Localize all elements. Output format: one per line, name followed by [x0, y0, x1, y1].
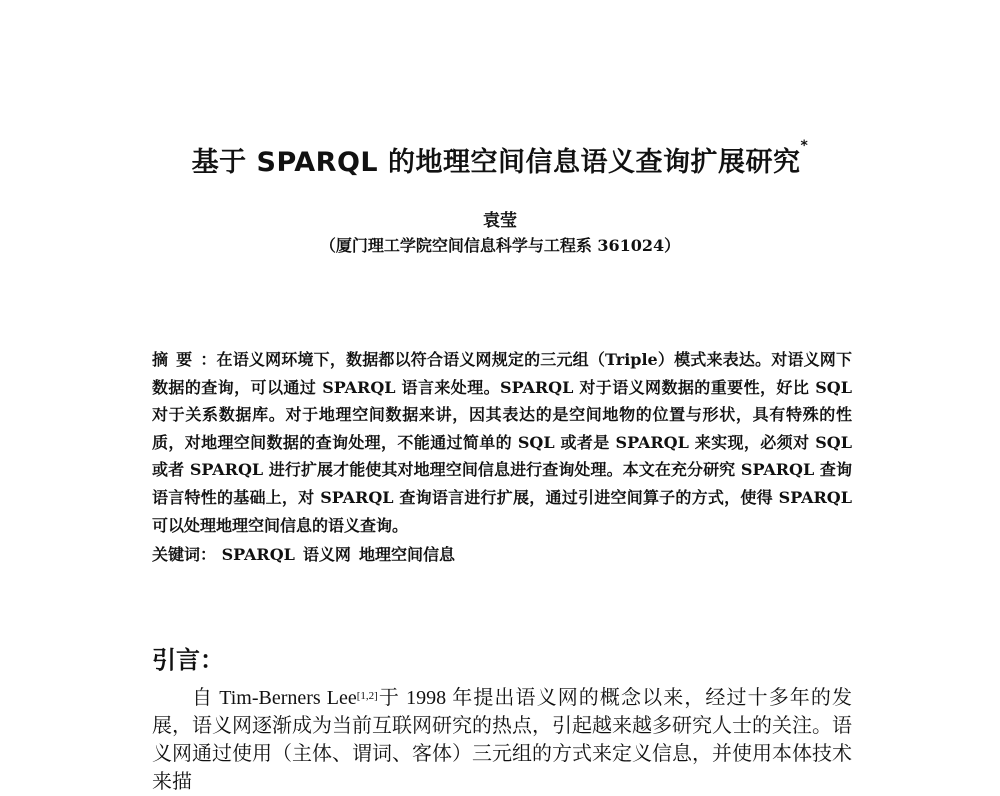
- author-affiliation: （厦门理工学院空间信息科学与工程系 361024）: [319, 236, 681, 255]
- keyword-item: 语义网: [302, 545, 351, 564]
- author-name: 袁莹: [483, 211, 517, 231]
- keyword-item: SPARQL: [221, 545, 295, 564]
- keywords-line: [152, 542, 852, 565]
- abstract-block: [152, 346, 852, 539]
- abstract-label: 摘要: [152, 350, 201, 369]
- abstract-text: ：在语义网环境下，数据都以符合语义网规定的三元组（Triple）模式来表达。对语义网下数据的查询，可以通过 SPARQL 语言来处理。SPARQL 对于语义网数据的重要性，好比 SQL 对于关系数据库。对于地理空间数据来讲，因其表达的是空间地物的位置与形状，具有特殊的性质，对地理空间数据的查询处理，不能通过简单的 SQL 或者是 SPARQL 来实现，必须对 SQL 或者 SPARQL 进行扩展才能使其对地理空间信息进行查询处理。本文在充分研究 SPARQL 查询语言特性的基础上，对 SPARQL 查询语言进行扩展，通过引进空间算子的方式，使得 SPARQL 可以处理地理空间信息的语义查询。: [152, 350, 852, 535]
- intro-text-start: 自 Tim-Berners Lee: [192, 687, 357, 709]
- section-heading: 引言：: [152, 646, 224, 674]
- citation-marker: [1,2]: [356, 690, 378, 702]
- keywords-label: 关键词：: [152, 545, 217, 564]
- intro-text-rest: 于 1998 年提出语义网的概念以来，经过十多年的发展，语义网逐渐成为当前互联网研究的热点，引起越来越多研究人士的关注。语义网通过使用（主体、谓词、客体）三元组的方式来定义信息，并使用本体技术来描: [152, 687, 852, 793]
- paper-title-text: 基于 SPARQL 的地理空间信息语义查询扩展研究: [191, 147, 801, 178]
- intro-paragraph: [152, 684, 852, 796]
- keyword-item: 地理空间信息: [358, 545, 455, 564]
- paper-title: [0, 140, 1000, 179]
- title-footnote-mark: *: [800, 138, 809, 154]
